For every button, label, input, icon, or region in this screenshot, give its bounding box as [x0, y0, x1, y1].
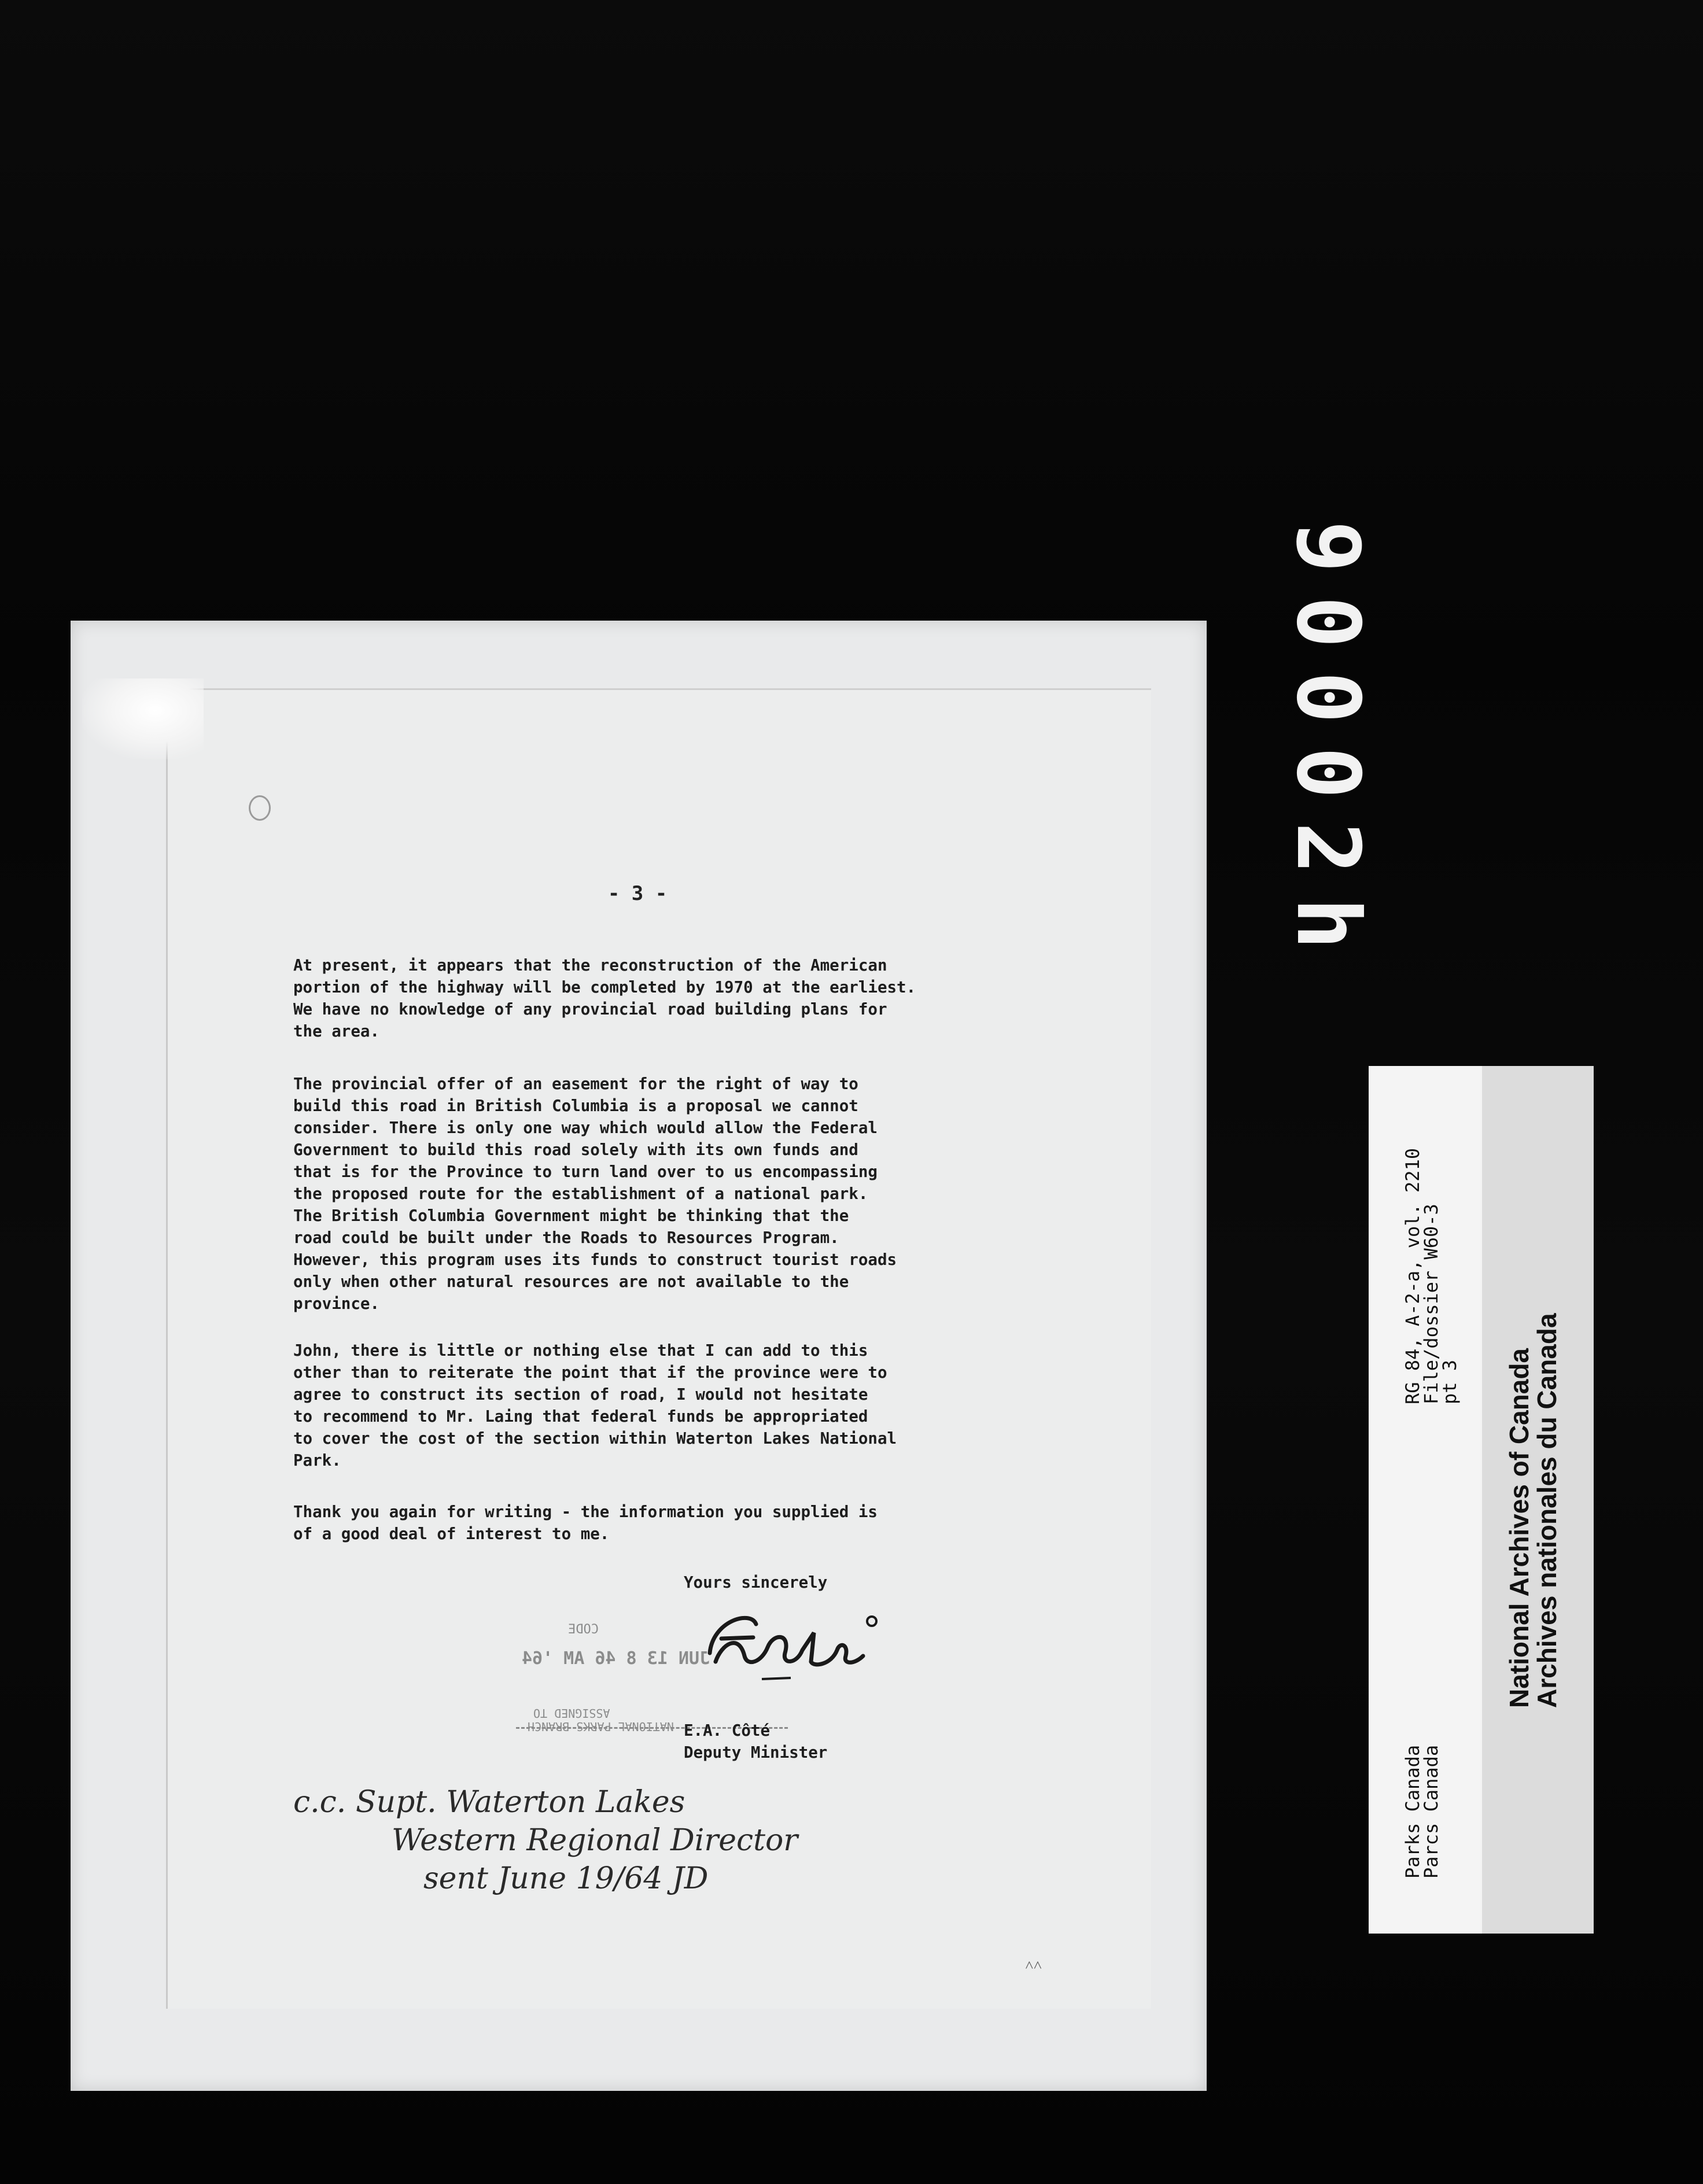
paragraph-1: At present, it appears that the reconstruction of the American portion of the highway will be completed by 1970 at the earliest. We have no knowledge of any provincial road building plans for the area.: [293, 956, 916, 1041]
margin-mark: ˄˄: [1025, 1957, 1042, 1974]
paragraph-4: Thank you again for writing - the information you supplied is of a good deal of interest to me.: [293, 1503, 878, 1543]
document-page: [71, 621, 1207, 2091]
handwritten-line-3: sent June 19/64 JD: [423, 1861, 709, 1896]
handwritten-line-1: c.c. Supt. Waterton Lakes: [293, 1785, 685, 1820]
frame-number: 90002h: [1277, 521, 1378, 973]
page-number: - 3 -: [607, 882, 668, 905]
paragraph-3: John, there is little or nothing else that I can add to this other than to reiterate the point that if the province were to agree to construct its section of road, I would not hesitate to recommend to Mr. Laing that federal funds be appropriated to cover the cost of the section within Waterton Lakes National Park.: [293, 1341, 897, 1470]
handwritten-note: [293, 1783, 872, 1898]
stamp-line-2: JUN 13 8 46 AM '64: [522, 1648, 710, 1669]
label-left-panel: [1369, 1066, 1482, 1934]
agency-name: Parks Canada Parcs Canada: [1402, 1744, 1442, 1879]
institution-name: National Archives of Canada Archives nationales du Canada: [1504, 1313, 1562, 1708]
handwritten-line-2: Western Regional Director: [392, 1823, 798, 1858]
archive-label: [1369, 1066, 1594, 1934]
signer-name: E.A. Côté: [684, 1721, 771, 1740]
signer-title: Deputy Minister: [684, 1743, 828, 1762]
paragraph-2: The provincial offer of an easement for the right of way to build this road in British Columbia is a proposal we cannot consider. There is only one way which would allow the Federal Government to build this road solely with its own funds and that is for the Province to turn land over to us encompassing the proposed route for the establishment of a national park. The British Columbia Government might be thinking that the road could be built under the Roads to Resources Program. However, this program uses its funds to construct tourist roads only when other natural resources are not available to the province.: [293, 1075, 897, 1313]
stamp-line-1: CODE: [568, 1622, 599, 1637]
punch-hole: [249, 795, 271, 821]
torn-corner: [82, 678, 204, 759]
archive-reference: RG 84, A-2-a, vol. 2210 File/dossier W60-3 pt 3: [1402, 1148, 1461, 1404]
closing: Yours sincerely: [684, 1573, 828, 1592]
stamp-line-4: NATIONAL PARKS BRANCH: [528, 1720, 674, 1733]
signer-block: [684, 1720, 827, 1764]
stamp-line-3: ASSIGNED TO: [533, 1706, 610, 1720]
